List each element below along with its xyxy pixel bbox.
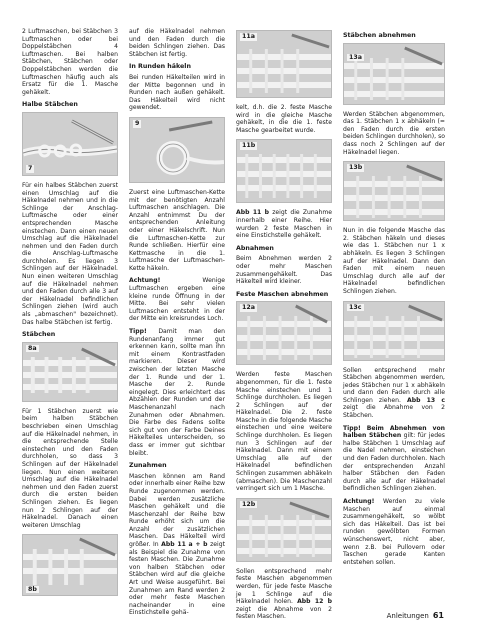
paragraph: Zuerst eine Luftmaschen-Kette mit der benötigten Anzahl Luftmaschen anschlagen. Die Anzahl entnimmst Du der entsprechenden Anleitung oder einer Häkelschrift. Nun die Luftmaschen-Kette zur Runde schließen. Hierfür eine Kettmasche in die 1. Luftmasche der Luftmaschen-Kette häkeln.	[129, 188, 225, 272]
paragraph: Werden Stäbchen abgenommen, das 1. Stäbchen 1 x abhäkeln (= den Faden durch die ersten beiden Schlingen durchholen), so dass noch 2 Schlingen auf der Häkelnadel liegen.	[343, 110, 445, 156]
text: gilt: für jedes halbe Stäbchen 1 Umschlag auf die Nadel nehmen, einstechen und den Faden durchholen. Nach der entsprechenden Anzahl halber Stäbchen den Faden durch alle auf der Häkelnadel befindlichen Schlingen ziehen.	[343, 432, 445, 493]
paragraph	[236, 209, 332, 239]
heading-in-runden: In Runden häkeln	[129, 63, 191, 71]
paragraph: Werden feste Maschen abgenommen, für die 1. feste Masche einstechen und 1 Schlinge durchholen. Es liegen 2 Schlingen auf der Häkelnadel. Die 2. feste Masche in die folgende Masche einstechen und eine weitere Schlinge durchholen. Es liegen nun 3 Schlingen auf der Häkelnadel. Dann mit einem Umschlag alle auf der Häkelnadel befindlichen Schlingen zusammen abhäkeln (abmaschen). Die Maschenzahl verringert sich um 1 Masche.	[236, 371, 332, 493]
figure-13c	[343, 301, 445, 361]
text: zeigt die Zunahme innerhalb einer Reihe. Hier wurden 2 feste Maschen in eine Einstichstelle gehäkelt.	[236, 209, 333, 240]
page-number: 61	[432, 611, 444, 620]
figure-label: 13c	[349, 303, 362, 311]
column-1	[22, 28, 118, 602]
paragraph-achtung	[129, 277, 225, 323]
text: Wenige Luftmaschen ergeben eine kleine runde Öffnung in der Mitte. Bei sehr vielen Luftmaschen entsteht in der der Mitte ein kreisrundes Loch.	[129, 277, 225, 323]
figure-label: 8b	[28, 585, 37, 593]
figure-9	[129, 117, 225, 183]
figure-13a	[343, 43, 445, 105]
figure-8b	[22, 534, 118, 596]
figure-11a	[236, 30, 332, 98]
heading-staebchen: Stäbchen	[22, 331, 56, 339]
figure-label: 11b	[242, 142, 256, 150]
paragraph: auf die Häkelnadel nehmen und den Faden durch die beiden Schlingen ziehen. Das Stäbchen ist fertig.	[129, 28, 225, 58]
paragraph: kelt, d.h. die 2. feste Masche wird in die gleiche Masche gehäkelt, in die die 1. feste Masche gearbeitet wurde.	[236, 104, 332, 134]
figure-label: 13a	[349, 53, 363, 61]
figure-label: 13b	[349, 164, 363, 172]
figure-12b	[236, 498, 332, 562]
figure-13b	[343, 161, 445, 221]
text: Damit man den Rundenanfang immer gut erkennen kann, sollte man ihn mit einem Kontrastfaden markieren. Dieser wird zwischen der letzten Masche der 1. Runde und der 1. Masche der 2. Runde eingelegt. Dies erleichtert das Abzählen der Runden und der Maschenanzahl nach Zunahmen oder Abnahmen. Die Farbe des Fadens sollte sich gut von der Farbe Deines Häkelteiles unterscheiden, so dass er immer gut sichtbar bleibt.	[129, 328, 225, 457]
paragraph: Beim Abnehmen werden 2 oder mehr Maschen zusammengehäkelt. Das Häkelteil wird kleiner.	[236, 255, 332, 286]
bold-label: Abb 11 b	[236, 209, 270, 217]
text: zeigt die Abnahme von 2 Stäbchen.	[343, 404, 445, 420]
heading-halbe-staebchen: Halbe Stäbchen	[22, 101, 78, 109]
figure-12a	[236, 301, 332, 365]
bold-label: Achtung!	[343, 498, 375, 505]
column-3	[236, 28, 332, 626]
figure-label: 7	[28, 165, 33, 173]
column-2	[129, 28, 225, 622]
figure-label: 11a	[242, 33, 256, 40]
heading-zunahmen: Zunahmen	[129, 462, 167, 470]
paragraph	[236, 568, 332, 621]
paragraph-tipp	[343, 425, 445, 493]
text: Sollen entsprechend mehr Stäbchen abgenommen werden, jedes Stäbchen nur 1 x abhäkeln und dann den Faden durch alle Schlingen ziehen.	[343, 366, 445, 404]
paragraph: Für 1 Stäbchen zuerst wie beim halben Stäbchen beschrieben einen Umschlag auf die Häkelnadel nehmen, in die entsprechende Stelle einstechen und den Faden durchholen, so dass 3 Schlingen auf der Häkelnadel liegen. Nun einen weiteren Umschlag auf die Häkelnadel nehmen und den Faden zuerst durch die ersten beiden Schlingen ziehen. Es liegen nun 2 Schlingen auf der Häkelnadel. Danach einen weiteren Umschlag	[22, 407, 118, 529]
bold-label: Abb 13 c	[406, 396, 446, 404]
bold-label: Abb 12 b	[297, 598, 332, 606]
paragraph: Nun in die folgende Masche das 2. Stäbchen häkeln und dieses wie das 1. Stäbchen nur 1 x abhäkeln. Es liegen 3 Schlingen auf der Häkelnadel. Dann den Faden mit einem neuen Umschlag durch alle auf der Häkelnadel befindlichen Schlingen ziehen.	[343, 227, 445, 295]
bold-label: Achtung!	[129, 277, 161, 285]
figure-label: 12a	[242, 304, 256, 312]
footer-section: Anleitungen	[386, 612, 429, 620]
bold-label: Tipp! Beim Abnehmen von halben Stäbchen	[343, 424, 445, 440]
paragraph: Für ein halbes Stäbchen zuerst einen Umschlag auf die Häkelnadel nehmen und in die Schlinge der Anschlag-Luftmasche oder einer entsprechenden Masche einstechen. Dann einen neuen Umschlag auf die Häkelnadel nehmen und den Faden durch die Anschlag-Luftmasche durchholen. Es liegen 3 Schlingen auf der Häkelnadel. Nun einen weiteren Umschlag auf die Häkelnadel nehmen und den Faden durch alle 3 auf der Häkelnadel befindlichen Schlingen ziehen (wird auch als „abmaschen" bezeichnet). Das halbe Stäbchen ist fertig.	[22, 181, 118, 326]
column-4	[343, 28, 445, 571]
text: zeigt als Beispiel die Zunahme von festen Maschen. Die Zunahme von halben Stäbchen oder Stäbchen wird auf die gleiche Art und Weise ausgeführt. Bei Zunahmen am Rand werden 2 oder mehr feste Maschen nacheinander in eine Einstichstelle gehä-	[129, 541, 225, 617]
figure-11b	[236, 139, 332, 203]
text: zeigt die Abnahme von 2 festen Maschen.	[236, 605, 332, 621]
figure-8a	[22, 342, 118, 402]
paragraph: Bei runden Häkelteilen wird in der Mitte begonnen und in Runden nach außen gehäkelt. Das Häkelteil wird nicht gewendet.	[129, 73, 225, 112]
paragraph-achtung	[343, 498, 445, 566]
heading-abnahmen: Abnahmen	[236, 244, 274, 252]
paragraph	[343, 367, 445, 420]
figure-label: 9	[135, 119, 140, 127]
page-footer	[387, 611, 444, 620]
heading-feste-maschen-abnehmen: Feste Maschen abnehmen	[236, 290, 329, 298]
figure-label: 12b	[242, 500, 256, 508]
figure-7	[22, 112, 118, 176]
heading-staebchen-abnehmen: Stäbchen abnehmen	[343, 32, 416, 39]
figure-label: 8a	[28, 344, 37, 352]
bold-label: Tipp!	[129, 328, 147, 336]
text: Maschen können am Rand oder innerhalb einer Reihe bzw Runde zugenommen werden. Dabei werden zusätzliche Maschen gehäkelt und die Maschenzahl der Reihe bzw Runde erhöht sich um die Anzahl der zusätzlichen Maschen. Das Häkelteil wird größer. In	[129, 472, 225, 549]
paragraph	[129, 473, 225, 617]
bold-label: Abb 11 a + b	[161, 541, 208, 549]
text: Werden zu viele Maschen auf einmal zusammengehäkelt, so wölbt sich das Häkelteil. Das ist bei runden gewölbten Formen wünschenswert, nicht aber, wenn z.B. bei Pullovern oder Taschen gerade Kanten entstehen sollen.	[343, 498, 445, 566]
text: Sollen entsprechend mehr feste Maschen abgenommen werden, für jede feste Masche je 1 Schlinge auf die Häkelnadel holen.	[236, 567, 332, 606]
paragraph: 2 Luftmaschen, bei Stäbchen 3 Luftmaschen oder bei Doppelstäbchen 4 Luftmaschen. Bei halben Stäbchen, Stäbchen oder Doppelstäbchen werden die Luftmaschen häufig auch als Ersatz für die 1. Masche gehäkelt.	[22, 28, 118, 96]
paragraph-tipp	[129, 328, 225, 457]
